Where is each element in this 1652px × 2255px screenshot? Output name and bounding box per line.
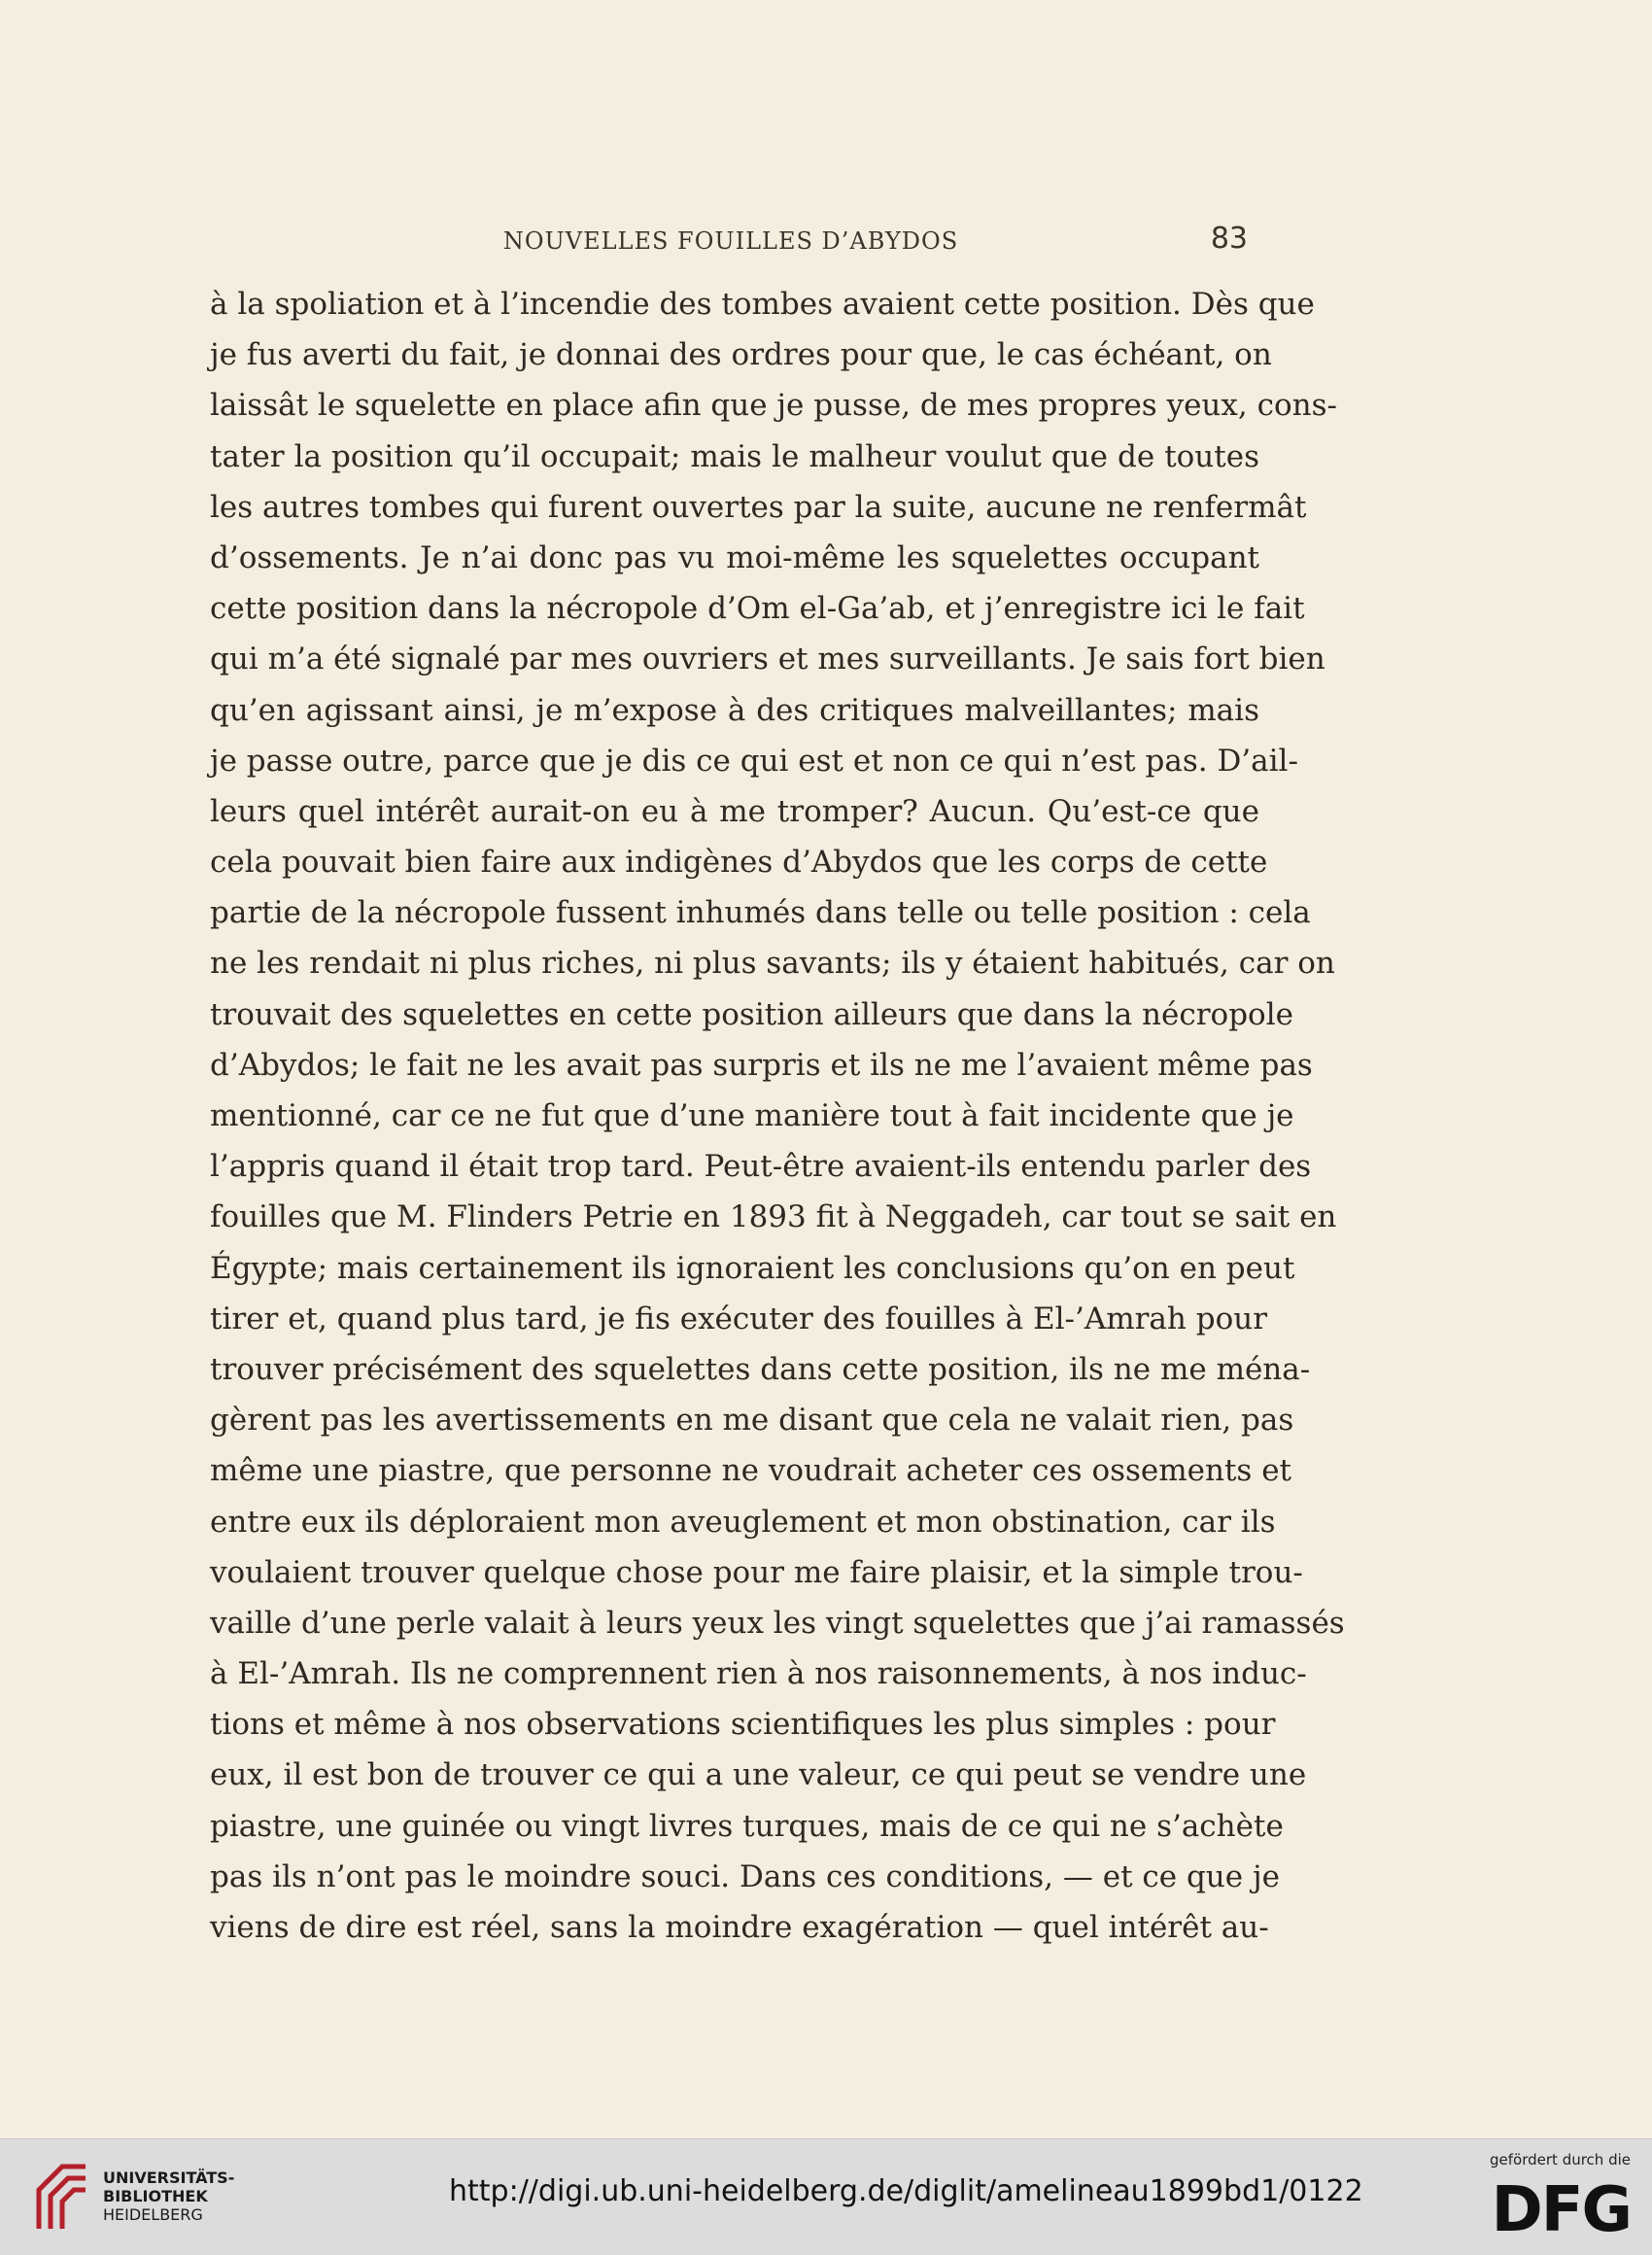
text-line: pas ils n’ont pas le moindre souci. Dans ces conditions, — et ce que je xyxy=(210,1858,1280,1894)
text-line: laissât le squelette en place afin que je pusse, de mes propres yeux, cons- xyxy=(210,388,1337,424)
text-line: gèrent pas les avertissements en me disant que cela ne valait rien, pas xyxy=(210,1403,1294,1439)
text-line: qu’en agissant ainsi, je m’expose à des critiques malveillantes; mais xyxy=(210,692,1259,728)
text-line: leurs quel intérêt aurait-on eu à me tromper? Aucun. Qu’est-ce que xyxy=(210,793,1259,829)
viewer-footer xyxy=(0,2138,1652,2255)
text-line: trouver précisément des squelettes dans cette position, ils ne me ména- xyxy=(210,1351,1311,1387)
text-line: piastre, une guinée ou vingt livres turques, mais de ce qui ne s’achète xyxy=(210,1808,1284,1844)
text-line: tirer et, quand plus tard, je fis exécuter des fouilles à El-’Amrah pour xyxy=(210,1301,1268,1336)
text-line: voulaient trouver quelque chose pour me faire plaisir, et la simple trou- xyxy=(210,1554,1303,1590)
text-line: mentionné, car ce ne fut que d’une manière tout à fait incidente que je xyxy=(210,1098,1294,1133)
text-line: eux, il est bon de trouver ce qui a une valeur, ce qui peut se vendre une xyxy=(210,1757,1307,1793)
text-line: à la spoliation et à l’incendie des tombes avaient cette position. Dès que xyxy=(210,287,1315,322)
text-line: cela pouvait bien faire aux indigènes d’Abydos que les corps de cette xyxy=(210,845,1268,881)
library-name-line: UNIVERSITÄTS- xyxy=(103,2168,235,2187)
text-line: à El-’Amrah. Ils ne comprennent rien à nos raisonnements, à nos induc- xyxy=(210,1656,1307,1692)
text-line: d’ossements. Je n’ai donc pas vu moi-même les squelettes occupant xyxy=(210,539,1259,575)
running-title: NOUVELLES FOUILLES D’ABYDOS xyxy=(502,227,959,255)
sponsor xyxy=(1436,2151,1631,2238)
text-line: tater la position qu’il occupait; mais le malheur voulut que de toutes xyxy=(210,438,1259,474)
text-line: d’Abydos; le fait ne les avait pas surpris et ils ne me l’avaient même pas xyxy=(210,1047,1313,1083)
library-name-line: HEIDELBERG xyxy=(103,2205,203,2224)
text-line: trouvait des squelettes en cette position ailleurs que dans la nécropole xyxy=(210,996,1293,1032)
body-text xyxy=(210,279,1345,1953)
text-line: je passe outre, parce que je dis ce qui est et non ce qui n’est pas. D’ail- xyxy=(210,743,1298,779)
text-line: viens de dire est réel, sans la moindre exagération — quel intérêt au- xyxy=(210,1910,1269,1945)
text-line: partie de la nécropole fussent inhumés dans telle ou telle position : cela xyxy=(210,895,1311,931)
text-line: entre eux ils déploraient mon aveuglement et mon obstination, car ils xyxy=(210,1504,1276,1540)
text-line: même une piastre, que personne ne voudrait acheter ces ossements et xyxy=(210,1453,1292,1489)
running-head xyxy=(206,222,1256,260)
dfg-logo-icon[interactable] xyxy=(1485,2174,1631,2238)
library-name[interactable] xyxy=(103,2168,234,2224)
text-line: l’appris quand il était trop tard. Peut-être avaient-ils entendu parler des xyxy=(210,1149,1312,1185)
library-name-line: BIBLIOTHEK xyxy=(103,2187,208,2205)
text-line: ne les rendait ni plus riches, ni plus savants; ils y étaient habitués, car on xyxy=(210,946,1335,982)
library-logo-icon[interactable] xyxy=(33,2161,93,2235)
permalink-url[interactable]: http://digi.ub.uni-heidelberg.de/diglit/amelineau1899bd1/0122 xyxy=(449,2174,1363,2208)
text-line: vaille d’une perle valait à leurs yeux les vingt squelettes que j’ai ramassés xyxy=(210,1605,1345,1641)
svg-text:DFG: DFG xyxy=(1491,2174,1631,2238)
text-line: Égypte; mais certainement ils ignoraient les conclusions qu’on en peut xyxy=(210,1250,1295,1286)
page-number: 83 xyxy=(1210,222,1248,256)
text-line: tions et même à nos observations scientifiques les plus simples : pour xyxy=(210,1707,1276,1743)
sponsor-label: gefördert durch die xyxy=(1490,2151,1631,2168)
text-line: fouilles que M. Flinders Petrie en 1893 fit à Neggadeh, car tout se sait en xyxy=(210,1199,1337,1235)
text-line: cette position dans la nécropole d’Om el-Ga’ab, et j’enregistre ici le fait xyxy=(210,591,1305,627)
text-line: qui m’a été signalé par mes ouvriers et mes surveillants. Je sais fort bien xyxy=(210,642,1325,677)
text-line: les autres tombes qui furent ouvertes par la suite, aucune ne renfermât xyxy=(210,489,1307,525)
text-line: je fus averti du fait, je donnai des ordres pour que, le cas échéant, on xyxy=(210,337,1272,373)
